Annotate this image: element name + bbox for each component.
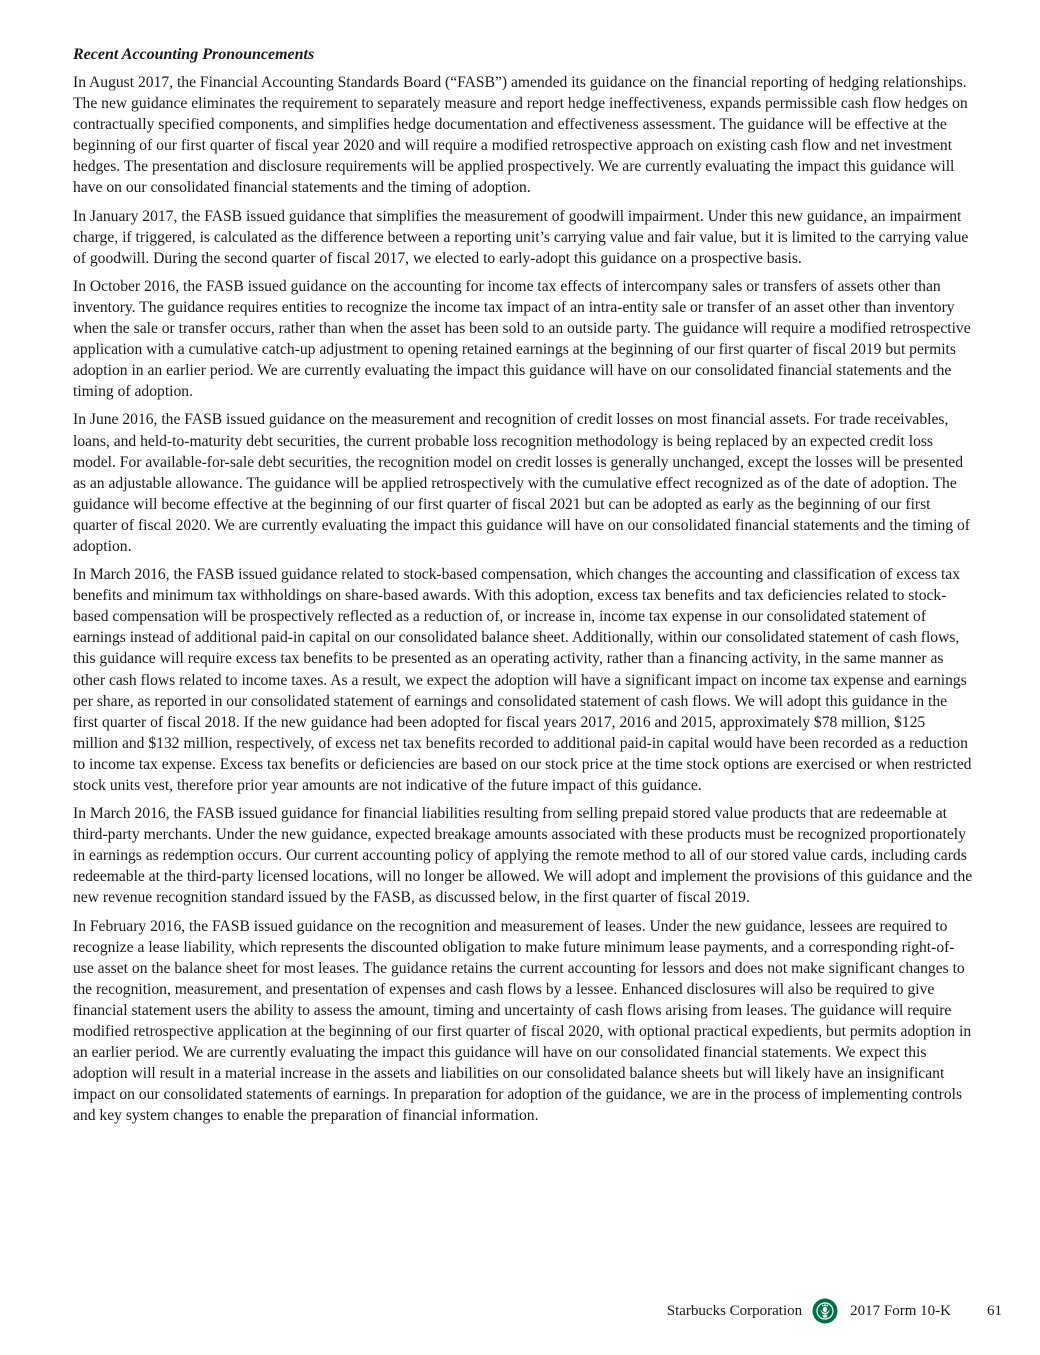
starbucks-siren-logo-icon xyxy=(812,1298,838,1324)
page-number: 61 xyxy=(987,1302,1002,1319)
paragraph-income-tax-transfers: In October 2016, the FASB issued guidance on the accounting for income tax effects of intercompany sales or transfers of assets other than inventory. The guidance requires entities to recognize the income tax impact of an intra-entity sale or transfer of an asset other than inventory when the sale or transfer occurs, rather than when the asset has been sold to an outside party. The guidance will require a modified retrospective application with a cumulative catch-up adjustment to opening retained earnings at the beginning of our first quarter of fiscal 2019 but permits adoption in an earlier period. We are currently evaluating the impact this guidance will have on our consolidated financial statements and the timing of adoption. xyxy=(73,277,971,401)
paragraph-prepaid-stored-value: In March 2016, the FASB issued guidance for financial liabilities resulting from selling prepaid stored value products that are redeemable at third-party merchants. Under the new guidance, expected breakage amounts associated with these products must be recognized proportionately in earnings as redemption occurs. Our current accounting policy of applying the remote method to all of our stored value cards, including cards redeemable at the third-party licensed locations, will no longer be allowed. We will adopt and implement the provisions of this guidance and the new revenue recognition standard issued by the FASB, as discussed below, in the first quarter of fiscal 2019. xyxy=(73,805,973,907)
paragraph-goodwill: In January 2017, the FASB issued guidance that simplifies the measurement of goodwill impairment. Under this new guidance, an impairment charge, if triggered, is calculated as the difference between a reporting unit’s carrying value and fair value, but it is limited to the carrying value of goodwill. During the second quarter of fiscal 2017, we elected to early-adopt this guidance on a prospective basis. xyxy=(73,207,969,267)
paragraph-hedging: In August 2017, the Financial Accounting Standards Board (“FASB”) amended its guidance on the financial reporting of hedging relationships. The new guidance eliminates the requirement to separately measure and report hedge ineffectiveness, expands permissible cash flow hedges on contractually specified components, and simplifies hedge documentation and effectiveness assessment. The guidance will be effective at the beginning of our first quarter of fiscal year 2020 and will require a modified retrospective approach on existing cash flow and net investment hedges. The presentation and disclosure requirements will be applied prospectively. We are currently evaluating the impact this guidance will have on our consolidated financial statements and the timing of adoption. xyxy=(73,74,968,197)
section-heading: Recent Accounting Pronouncements xyxy=(73,46,315,63)
paragraph-stock-compensation: In March 2016, the FASB issued guidance related to stock-based compensation, which changes the accounting and classification of excess tax benefits and minimum tax withholdings on share-based awards. With this adoption, excess tax benefits and tax deficiencies related to stock-based compensation will be prospectively reflected as a reduction of, or increase in, income tax expense in our consolidated statement of earnings instead of additional paid-in capital on our consolidated balance sheet. Additionally, within our consolidated statement of cash flows, this guidance will require excess tax benefits to be presented as an operating activity, rather than a financing activity, in the same manner as other cash flows related to income taxes. As a result, we expect the adoption will have a significant impact on income tax expense and earnings per share, as reported in our consolidated statement of earnings and consolidated statement of cash flows. We will adopt this guidance in the first quarter of fiscal 2018. If the new guidance had been adopted for fiscal years 2017, 2016 and 2015, approximately $78 million, $125 million and $132 million, respectively, of excess net tax benefits recorded to additional paid-in capital would have been recorded as a reduction to income tax expense. Excess tax benefits or deficiencies are based on our stock price at the time stock options are exercised or when restricted stock units vest, therefore prior year amounts are not indicative of the future impact of this guidance. xyxy=(73,566,972,794)
footer-form-label: 2017 Form 10-K xyxy=(850,1302,951,1319)
footer-company: Starbucks Corporation xyxy=(666,1302,803,1319)
paragraph-leases: In February 2016, the FASB issued guidance on the recognition and measurement of leases. Under the new guidance, lessees are required to recognize a lease liability, which represents the discounted obligation to make future minimum lease payments, and a corresponding right-of-use asset on the balance sheet for most leases. The guidance retains the current accounting for lessors and does not make significant changes to the recognition, measurement, and presentation of expenses and cash flows by a lessee. Enhanced disclosures will also be required to give financial statement users the ability to assess the amount, timing and uncertainty of cash flows arising from leases. The guidance will require modified retrospective application at the beginning of our first quarter of fiscal 2020, with optional practical expedients, but permits adoption in an earlier period. We are currently evaluating the impact this guidance will have on our consolidated financial statements. We expect this adoption will result in a material increase in the assets and liabilities on our consolidated balance sheets but will likely have an insignificant impact on our consolidated statements of earnings. In preparation for adoption of the guidance, we are in the process of implementing controls and key system changes to enable the preparation of financial information. xyxy=(73,917,972,1125)
document-page xyxy=(73,44,973,1134)
paragraph-credit-losses: In June 2016, the FASB issued guidance on the measurement and recognition of credit losses on most financial assets. For trade receivables, loans, and held-to-maturity debt securities, the current probable loss recognition methodology is being replaced by an expected credit loss model. For available-for-sale debt securities, the recognition model on credit losses is generally unchanged, except the losses will be presented as an adjustable allowance. The guidance will be applied retrospectively with the cumulative effect recognized as of the date of adoption. The guidance will become effective at the beginning of our first quarter of fiscal 2021 but can be adopted as early as the beginning of our first quarter of fiscal 2020. We are currently evaluating the impact this guidance will have on our consolidated financial statements and the timing of adoption. xyxy=(73,411,970,555)
page-footer xyxy=(667,1298,1002,1324)
